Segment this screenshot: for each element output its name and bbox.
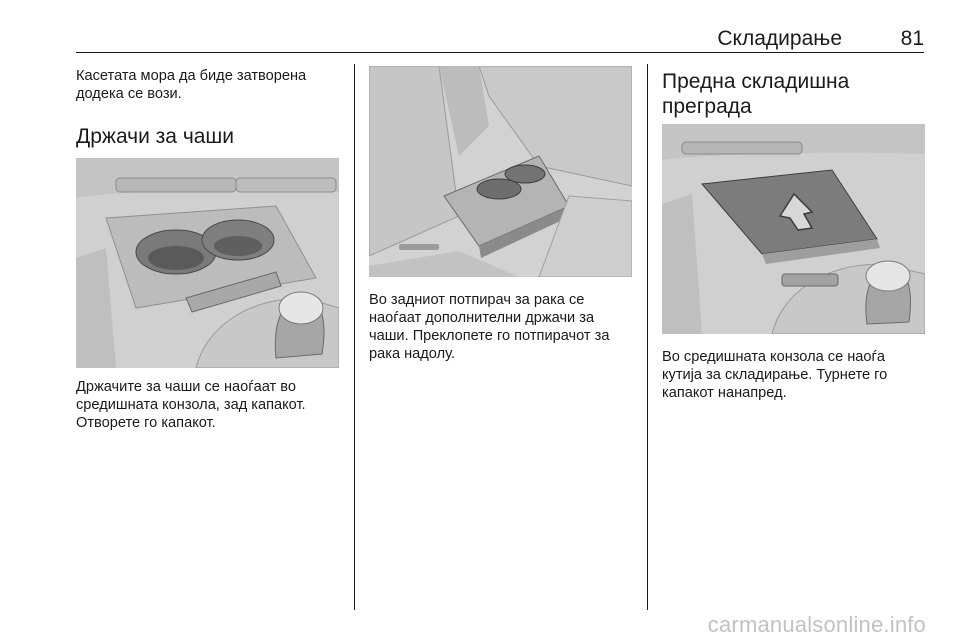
storage-caption: Во средишната конзола се наоѓа кутија за складирање. Турнете го капакот нанапред.	[662, 349, 888, 401]
header-rule	[76, 52, 924, 53]
storage-box-illustration	[662, 124, 925, 334]
intro-paragraph: Касетата мора да биде затворена додека се вози.	[76, 68, 307, 102]
page-header	[76, 26, 924, 52]
front-cupholders-illustration	[76, 158, 339, 368]
section-title: Складирање	[717, 27, 842, 50]
watermark: carmanualsonline.info	[707, 612, 926, 637]
page-number: 81	[900, 27, 924, 50]
column-divider-2	[647, 64, 648, 610]
front-cupholders-svg	[76, 158, 339, 368]
rear-armrest-caption: Во задниот потпирач за рака се наоѓаат дополнителни држачи за чаши. Преклопете го потпирачот за рака надолу.	[369, 292, 610, 362]
storage-box-svg	[662, 124, 925, 334]
column-right-caption	[662, 348, 925, 402]
column-middle-caption	[369, 291, 632, 363]
cupholders-caption: Држачите за чаши се наоѓаат во средишната конзола, зад капакот. Отворете го капакот.	[76, 379, 306, 431]
rear-armrest-svg	[369, 66, 632, 277]
column-left-caption	[76, 378, 340, 432]
cupholders-heading: Држачи за чаши	[76, 125, 235, 148]
column-divider-1	[354, 64, 355, 610]
rear-armrest-illustration	[369, 66, 632, 277]
storage-heading: Предна складишна преграда	[662, 70, 850, 118]
